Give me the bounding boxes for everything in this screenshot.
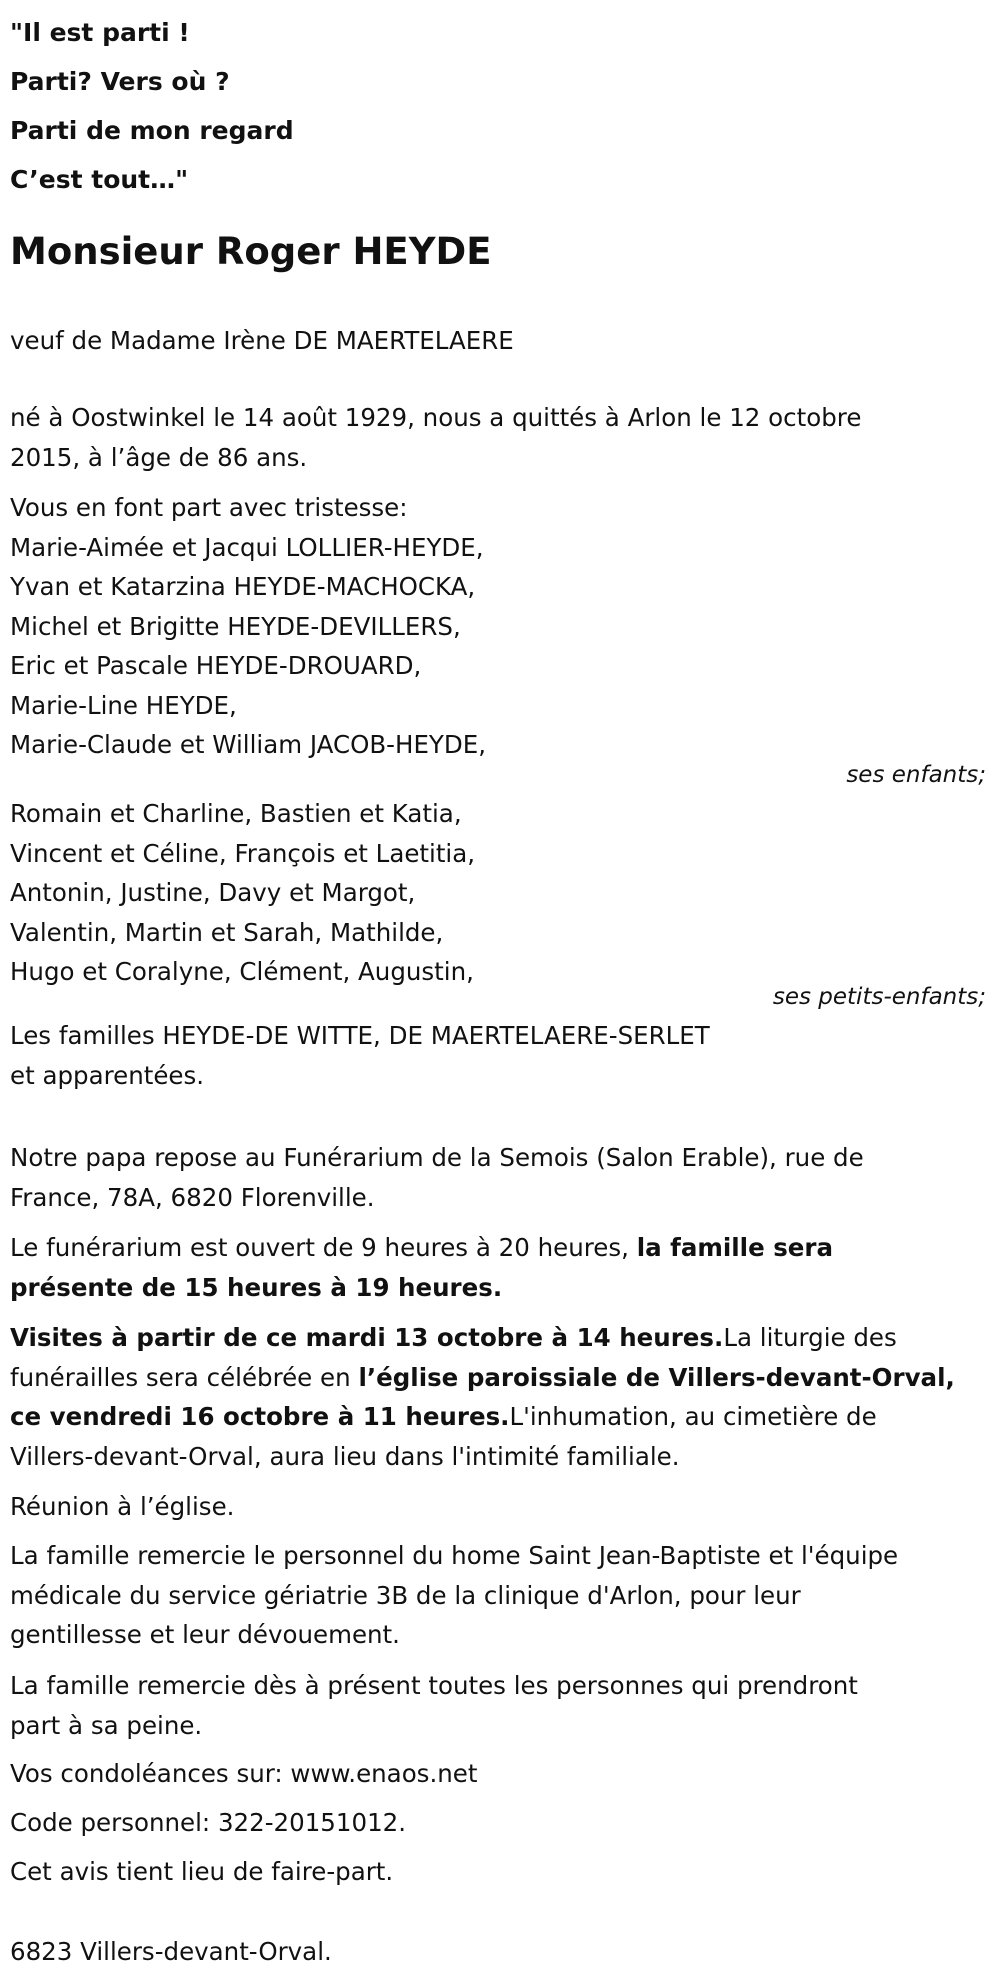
child-entry: Eric et Pascale HEYDE-DROUARD,	[10, 651, 422, 680]
child-entry: Yvan et Katarzina HEYDE-MACHOCKA,	[10, 572, 476, 601]
grandchildren-label: ses petits-enfants;	[772, 984, 986, 1010]
deceased-name: Monsieur Roger HEYDE	[10, 230, 492, 273]
address-line: 6823 Villers-devant-Orval.	[10, 1937, 332, 1966]
grandchild-entry: Antonin, Justine, Davy et Margot,	[10, 878, 416, 907]
poem-line: "Il est parti !	[10, 18, 190, 47]
child-entry: Michel et Brigitte HEYDE-DEVILLERS,	[10, 611, 461, 641]
spouse-line: veuf de Madame Irène DE MAERTELAERE	[10, 326, 514, 355]
grandchildren-list	[10, 794, 985, 992]
thanks-all-paragraph: La famille remercie dès à présent toutes les personnes qui prendront part à sa peine.	[10, 1671, 858, 1740]
grandchild-entry: Valentin, Martin et Sarah, Mathilde,	[10, 917, 444, 947]
child-entry: Marie-Aimée et Jacqui LOLLIER-HEYDE,	[10, 532, 484, 562]
poem-line: C’est tout…"	[10, 165, 189, 194]
poem-line: Parti de mon regard	[10, 116, 294, 145]
opening-poem	[10, 8, 294, 204]
poem-line: Parti? Vers où ?	[10, 67, 230, 96]
repose-paragraph: Notre papa repose au Funérarium de la Semois (Salon Erable), rue de France, 78A, 6820 Florenville.	[10, 1143, 864, 1212]
notice-line: Cet avis tient lieu de faire-part.	[10, 1857, 394, 1886]
grandchild-entry: Romain et Charline, Bastien et Katia,	[10, 799, 462, 828]
thanks-home-paragraph: La famille remercie le personnel du home Saint Jean-Baptiste et l'équipe médicale du service gériatrie 3B de la clinique d'Arlon, pour leur gentillesse et leur dévouement.	[10, 1541, 899, 1649]
children-label: ses enfants;	[846, 762, 986, 788]
announcement-intro: Vous en font part avec tristesse:	[10, 493, 408, 522]
visits-paragraph: Visites à partir de ce mardi 13 octobre à 14 heures.La liturgie des funérailles sera célébrée en l’église paroissiale de Villers-devant-Orval, ce vendredi 16 octobre à 11 heures.L'inhumation, au cimetière de Villers-devant-Orval, aura lieu dans l'intimité familiale.	[10, 1323, 955, 1471]
personal-code-line: Code personnel: 322-20151012.	[10, 1808, 407, 1837]
child-entry: Marie-Claude et William JACOB-HEYDE,	[10, 730, 487, 759]
families-paragraph: Les familles HEYDE-DE WITTE, DE MAERTELAERE-SERLET et apparentées.	[10, 1021, 710, 1090]
children-list	[10, 488, 985, 765]
child-entry: Marie-Line HEYDE,	[10, 690, 237, 720]
grandchild-entry: Hugo et Coralyne, Clément, Augustin,	[10, 957, 474, 986]
condolences-line: Vos condoléances sur: www.enaos.net	[10, 1759, 478, 1788]
hours-paragraph: Le funérarium est ouvert de 9 heures à 20 heures, la famille sera présente de 15 heures à 19 heures.	[10, 1233, 834, 1302]
birth-death-paragraph: né à Oostwinkel le 14 août 1929, nous a quittés à Arlon le 12 octobre 2015, à l’âge de 86 ans.	[10, 403, 862, 472]
reunion-line: Réunion à l’église.	[10, 1492, 235, 1521]
grandchild-entry: Vincent et Céline, François et Laetitia,	[10, 838, 476, 868]
